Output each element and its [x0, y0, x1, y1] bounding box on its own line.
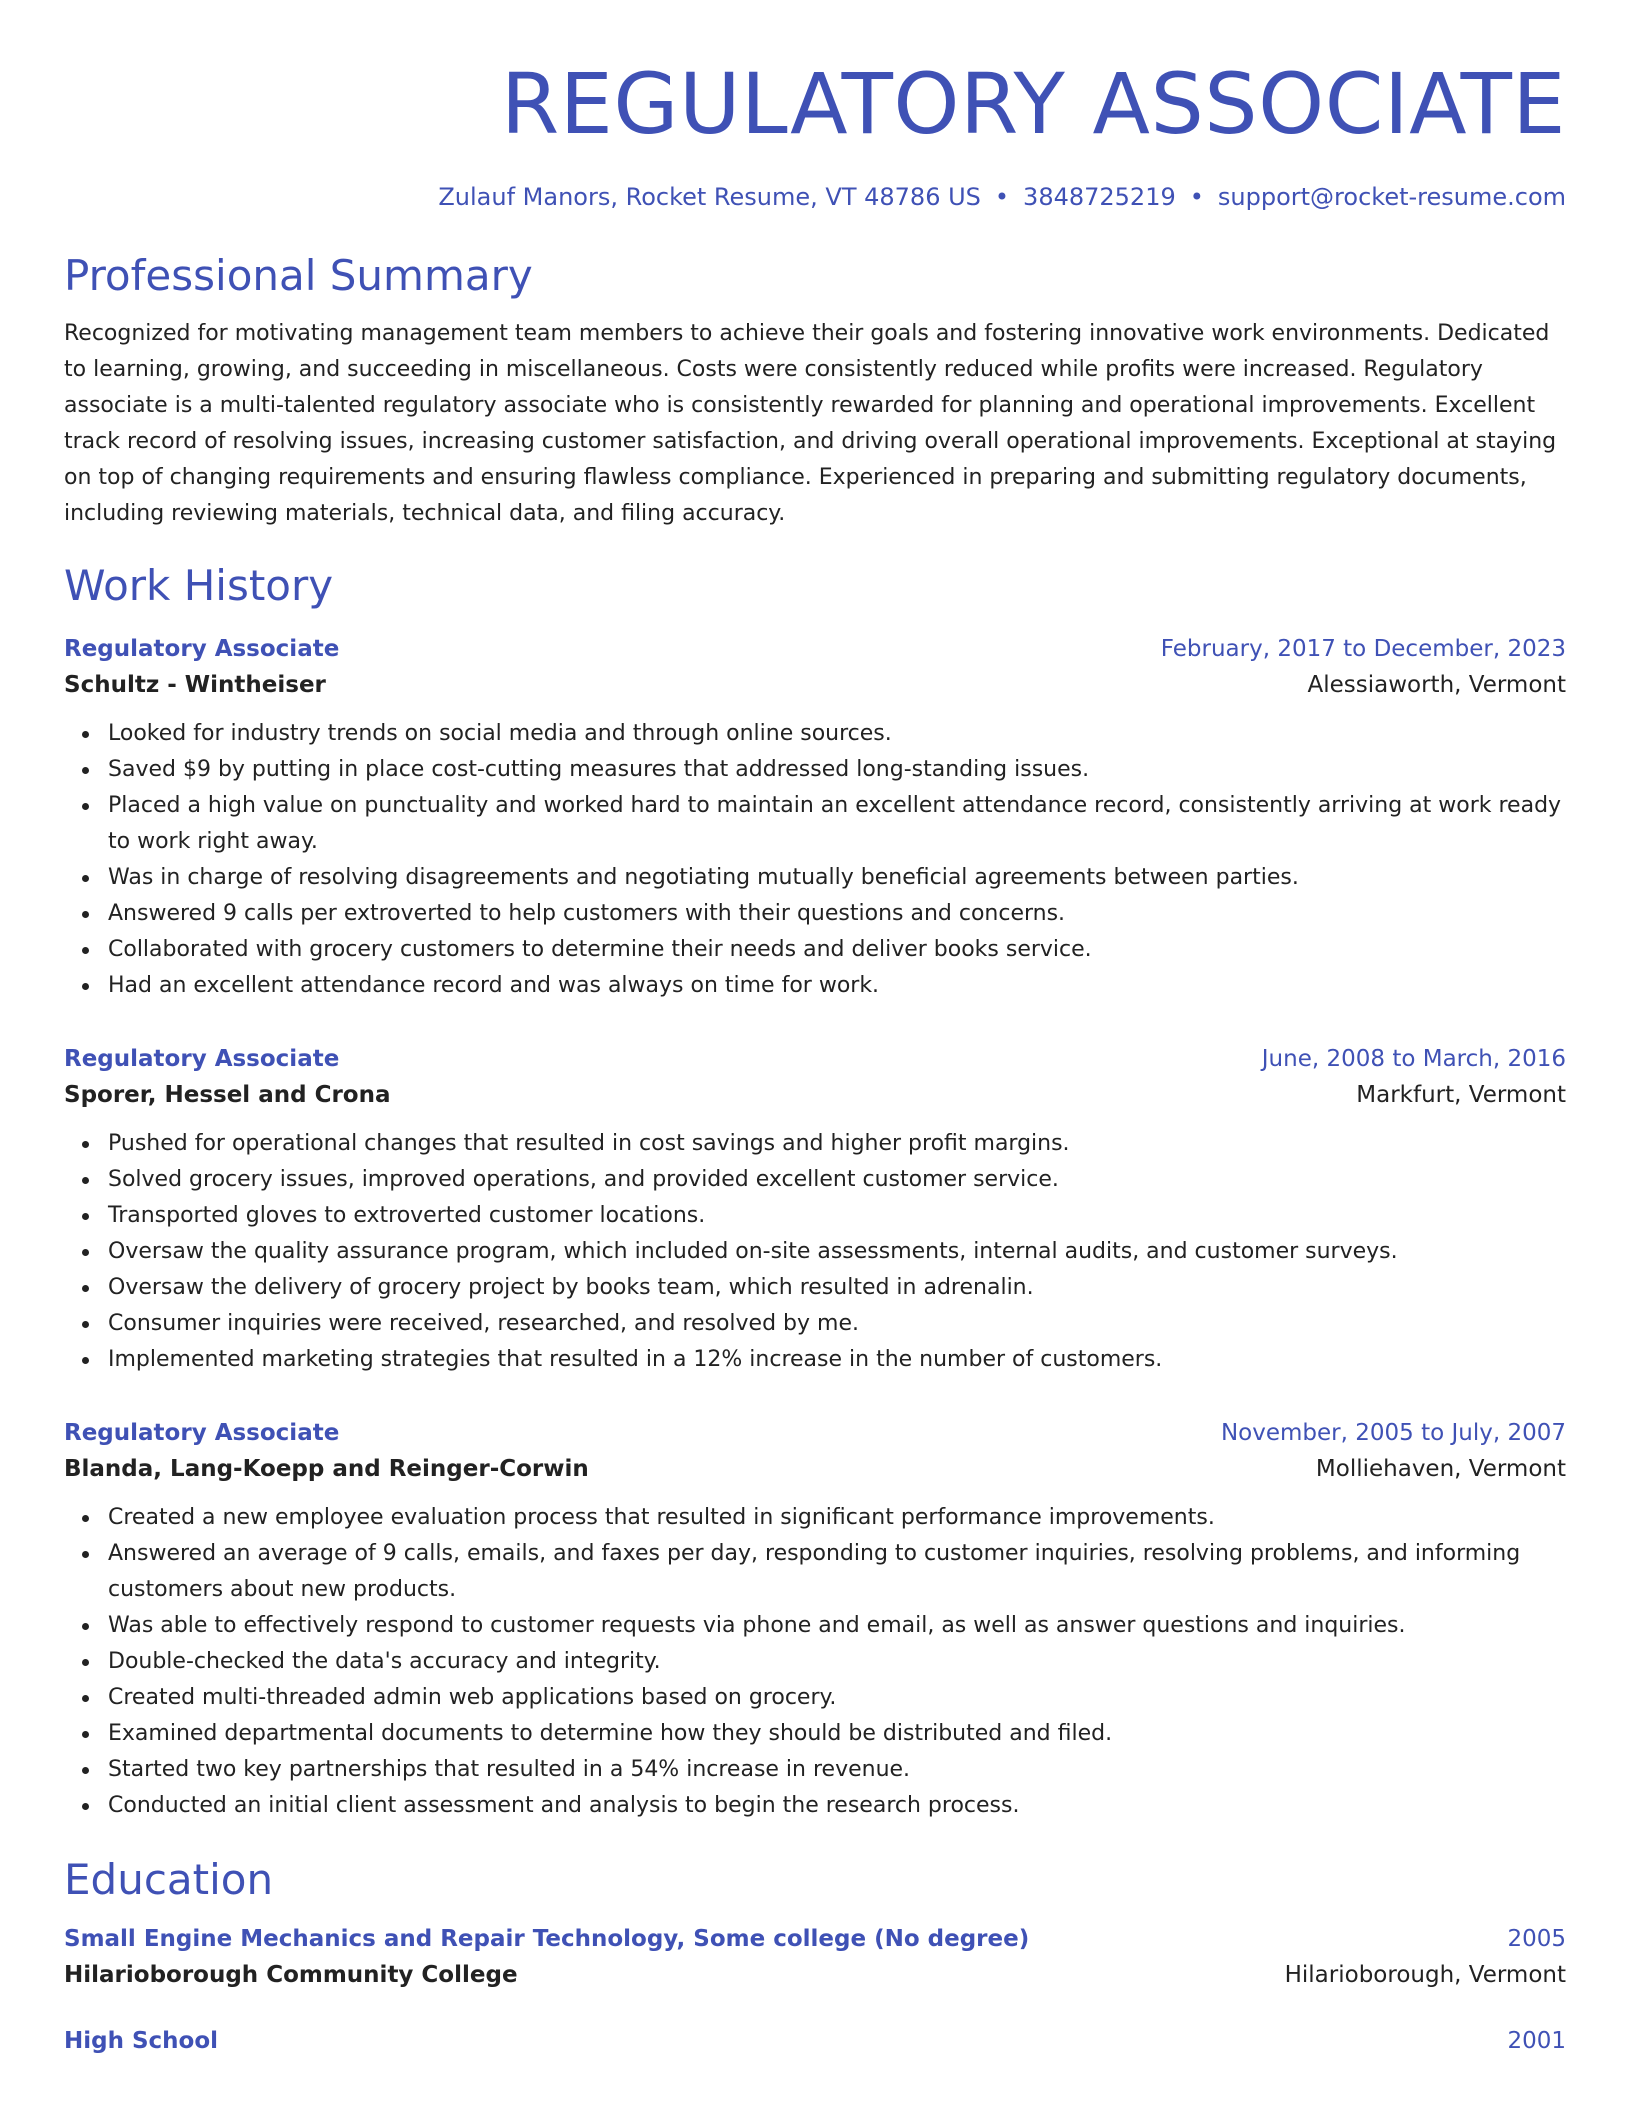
job-title: Regulatory Associate — [64, 1420, 340, 1446]
job-bullet: Consumer inquiries were received, researched, and resolved by me. — [108, 1306, 1566, 1342]
job-bullets — [64, 1126, 1566, 1378]
job-company-row — [64, 666, 1566, 704]
job-bullet: Collaborated with grocery customers to determine their needs and deliver books service. — [108, 932, 1566, 968]
education-year: 2001 — [1507, 2028, 1566, 2054]
job-bullets — [64, 1500, 1566, 1824]
work-history-heading: Work History — [64, 561, 334, 610]
job-dates: February, 2017 to December, 2023 — [1160, 636, 1566, 662]
job-entry — [64, 632, 1566, 1004]
job-bullet: Created multi-threaded admin web applications based on grocery. — [108, 1680, 1566, 1716]
job-bullet: Started two key partnerships that resulted in a 54% increase in revenue. — [108, 1752, 1566, 1788]
job-bullet: Oversaw the quality assurance program, which included on-site assessments, internal audits, and customer surveys. — [108, 1234, 1566, 1270]
contact-line — [64, 182, 1566, 212]
job-bullet: Implemented marketing strategies that resulted in a 12% increase in the number of customers. — [108, 1342, 1566, 1378]
education-degree-row — [64, 2024, 1566, 2058]
job-bullet: Pushed for operational changes that resulted in cost savings and higher profit margins. — [108, 1126, 1566, 1162]
education-degree: Small Engine Mechanics and Repair Technology, Some college (No degree) — [64, 1926, 1030, 1952]
job-bullet: Placed a high value on punctuality and worked hard to maintain an excellent attendance record, consistently arriving at work ready to work right away. — [108, 788, 1566, 860]
job-bullet: Created a new employee evaluation process that resulted in significant performance improvements. — [108, 1500, 1566, 1536]
education-degree: High School — [64, 2028, 219, 2054]
separator-dot: • — [994, 183, 1010, 211]
job-bullet: Examined departmental documents to determine how they should be distributed and filed. — [108, 1716, 1566, 1752]
job-bullet: Had an excellent attendance record and was always on time for work. — [108, 968, 1566, 1004]
resume-header — [64, 0, 1566, 212]
education-year: 2005 — [1507, 1926, 1566, 1952]
job-location: Markfurt, Vermont — [1356, 1082, 1566, 1108]
education-degree-row — [64, 1922, 1566, 1956]
job-bullet: Conducted an initial client assessment and analysis to begin the research process. — [108, 1788, 1566, 1824]
job-dates: November, 2005 to July, 2007 — [1220, 1420, 1566, 1446]
company-name: Blanda, Lang-Koepp and Reinger-Corwin — [64, 1456, 589, 1482]
job-bullet: Looked for industry trends on social media and through online sources. — [108, 716, 1566, 752]
job-bullet: Was in charge of resolving disagreements and negotiating mutually beneficial agreements between parties. — [108, 860, 1566, 896]
education-entry — [64, 1922, 1566, 1994]
job-company-row — [64, 1076, 1566, 1114]
education-section — [64, 1854, 1566, 2058]
contact-phone: 3848725219 — [1023, 183, 1176, 211]
job-location: Alessiaworth, Vermont — [1307, 672, 1566, 698]
job-title: Regulatory Associate — [64, 636, 340, 662]
work-history-section — [64, 560, 1566, 1824]
contact-address: Zulauf Manors, Rocket Resume, VT 48786 US — [438, 183, 981, 211]
job-bullet: Solved grocery issues, improved operations, and provided excellent customer service. — [108, 1162, 1566, 1198]
job-bullet: Double-checked the data's accuracy and integrity. — [108, 1644, 1566, 1680]
company-name: Schultz - Wintheiser — [64, 672, 326, 698]
job-entry — [64, 1416, 1566, 1824]
job-company-row — [64, 1450, 1566, 1488]
job-entry — [64, 1042, 1566, 1378]
job-title: Regulatory Associate — [64, 1046, 340, 1072]
separator-dot: • — [1189, 183, 1204, 211]
job-title-row — [64, 632, 1566, 666]
job-bullet: Saved $9 by putting in place cost-cutting measures that addressed long-standing issues. — [108, 752, 1566, 788]
job-bullet: Transported gloves to extroverted customer locations. — [108, 1198, 1566, 1234]
job-bullet: Was able to effectively respond to customer requests via phone and email, as well as answer questions and inquiries. — [108, 1608, 1566, 1644]
summary-heading: Professional Summary — [64, 251, 533, 300]
education-heading: Education — [64, 1855, 274, 1904]
school-location: Hilarioborough, Vermont — [1284, 1962, 1566, 1988]
school-name: Hilarioborough Community College — [64, 1962, 518, 1988]
summary-text: Recognized for motivating management team members to achieve their goals and fostering innovative work environments. Dedicated to learning, growing, and succeeding in miscellaneous. Costs were consistently reduced while profits were increased. Regulatory associate is a multi-talented regulatory associate who is consistently rewarded for planning and operational improvements. Excellent track record of resolving issues, increasing customer satisfaction, and driving overall operational improvements. Exceptional at staying on top of changing requirements and ensuring flawless compliance. Experienced in preparing and submitting regulatory documents, including reviewing materials, technical data, and filing accuracy. — [64, 321, 1557, 526]
job-bullets — [64, 716, 1566, 1004]
contact-email: support@rocket-resume.com — [1217, 183, 1566, 211]
job-title-row — [64, 1042, 1566, 1076]
company-name: Sporer, Hessel and Crona — [64, 1082, 391, 1108]
resume-title: REGULATORY ASSOCIATE — [500, 55, 1566, 153]
job-bullet: Oversaw the delivery of grocery project by books team, which resulted in adrenalin. — [108, 1270, 1566, 1306]
education-school-row — [64, 1956, 1566, 1994]
job-bullet: Answered 9 calls per extroverted to help customers with their questions and concerns. — [108, 896, 1566, 932]
job-bullet: Answered an average of 9 calls, emails, and faxes per day, responding to customer inquiries, resolving problems, and informing customers about new products. — [108, 1536, 1566, 1608]
job-dates: June, 2008 to March, 2016 — [1261, 1046, 1566, 1072]
job-location: Molliehaven, Vermont — [1315, 1456, 1566, 1482]
job-title-row — [64, 1416, 1566, 1450]
education-entry — [64, 2024, 1566, 2058]
summary-section — [64, 250, 1566, 532]
